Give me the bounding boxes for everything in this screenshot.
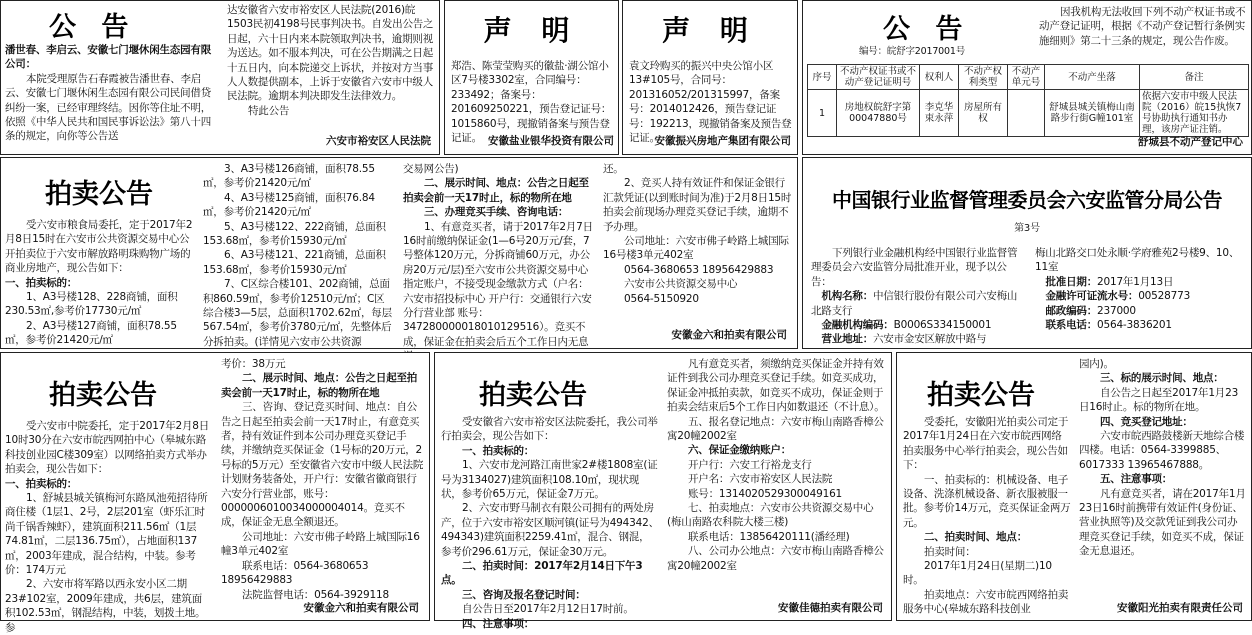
field-label: 营业地址： [821,333,873,346]
contact-address: 公司地址：六安市佛子岭路上城国际16幢3单元402室 [221,530,420,558]
notice-paragraph: 六安市皖西路鼓楼新天地综合楼四楼。电话：0564-3399885、6017333 13965467888。 [1079,430,1245,471]
notice-intro: 因我机构无法收回下列不动产权证书或不动产登记证明，根据《不动产登记暂行条例实施细则》第二十三条的规定，现公告作废。 [1039,6,1246,47]
field-address-cont: 梅山北路交口处永顺·学府雅苑2号楼9、10、11室 [1035,247,1240,274]
field-institution [811,289,1023,318]
notice-paragraph: 凡有意竞买者，请在2017年1月23日16时前携带有效证件(身份证、营业执照等)及交款凭证到我公司办理竞买登记手续，如竞买不成，保证金无息退还。 [1079,487,1246,558]
banking-regulator-notice [802,157,1252,349]
notice-paragraph: 本院受理原告石春霞被告潘世春、李启云、安徽七门堰休闲生态园有限公司民间借贷纠纷一案，已经审理终结。因你等住址不明，依照《中华人民共和国民事诉讼法》第八十四条的规定，向你等公告送 [5,72,211,143]
notice-signature: 舒城县不动产登记中心 [1138,136,1243,148]
notice-paragraph: 2017年1月24日(星期二)10时。 [903,560,1052,587]
statement-text: 郑浩、陈莹莹购买的徽盐·湖公馆小区7号楼3302室，合同编号：233492；备案号：201609250221，预告登记证号：1015860号，现撤销备案与预告登记证。 [451,60,612,145]
notice-paragraph: 考价：38万元 [221,358,286,370]
notice-heading: 七、拍卖地点：六安市公共资源交易中心(梅山南路农科院大楼三楼) [667,502,874,529]
notice-heading: 五、注意事项： [1100,473,1173,486]
contact-address: 公司地址：六安市佛子岭路上城国际16号楼3单元402室 [603,235,789,262]
notice-signature: 安徽佳德拍卖有限公司 [778,602,883,614]
notice-paragraph: 受安徽省六安市裕安区法院委托，我公司举行拍卖会，现公告如下： [441,416,658,443]
notice-heading: 三、办理竞买手续、咨询电话： [424,206,569,219]
notice-text-right [1035,246,1247,332]
bank-name: 开户行：六安工行裕龙支行 [688,458,812,471]
field-value: 2017年1月13日 [1097,275,1174,288]
notice-paragraph: 拍卖地点：六安市皖西网络拍卖服务中心(皋城东路科技创业 [903,588,1069,616]
notice-paragraph: 交易网公告) [403,163,459,175]
table-header-row [808,65,1249,90]
notice-paragraph: 受六安市粮食局委托，定于2017年2月8日15时在六安市公共资源交易中心公开拍卖位于六安市解放路明珠购物广场的商业房地产，现公告如下： [5,219,193,275]
notice-heading: 八、公司办公地点：六安市梅山南路香樟公寓20幢2002室 [667,545,884,572]
notice-text-col2 [667,357,887,573]
court-notice-box [0,0,440,155]
notice-paragraph: 达安徽省六安市裕安区人民法院(2016)皖1503民初4198号民事判决书。自发出公告之日起，六十日内来本院领取判决书，逾期则视为送达。如不服本判决，可在公告期满之日起十五日内，向本院递交上诉状，并按对方当事人人数提供副本，上诉于安徽省六安市中级人民法院。逾期本判决即发生法律效力。 [227,4,434,103]
statement-signature: 安徽振兴房地产集团有限公司 [654,135,791,147]
table-cell: 房地权皖舒字第00047880号 [837,90,920,137]
notice-addressee: 潘世春、李启云、安徽七门堰休闲生态园有限公司： [5,44,211,71]
notice-title: 公 告 [49,12,137,43]
notice-heading: 三、咨询及报名登记时间： [462,588,586,601]
field-label: 金融许可证流水号： [1045,290,1139,303]
notice-title: 拍卖公告 [479,380,587,411]
statement-title: 声 明 [483,14,580,47]
register-table [807,64,1249,137]
notice-number: 编号：皖舒字2017001号 [859,46,966,57]
notice-heading: 一、拍卖标的： [462,444,535,457]
field-address [811,332,1023,346]
field-label: 邮政编码： [1045,304,1097,317]
table-header-cell: 不动产权利类型 [959,65,1008,90]
notice-text-col1 [5,43,217,144]
notice-title: 拍卖公告 [927,380,1035,411]
notice-heading: 二、拍卖时间、地点： [924,531,1027,544]
table-row [808,90,1249,137]
notice-item: 7、C区综合楼101、202商铺，总面积860.59㎡，参考价12510元/㎡；C区综合楼3—5层，总面积1702.62㎡，每层567.54㎡，参考价3780元/㎡，先整体后分拆拍卖。(详情见六安市公共资源 [203,278,392,348]
notice-signature: 安徽阳光拍卖有限责任公司 [1117,602,1243,614]
table-cell: 李克华束永萍 [920,90,959,137]
notice-signature: 六安市裕安区人民法院 [326,135,431,147]
notice-item: 5、A3号楼122、222商铺，总面积153.68㎡，参考价15930元/㎡ [203,220,386,248]
notice-heading: 二、展示时间、地点：公告之日起至拍卖会前一天17时止，标的物所在地 [403,177,589,204]
table-header-cell: 备注 [1140,65,1249,90]
table-header-cell: 权利人 [920,65,959,90]
notice-text-left [811,246,1023,347]
statement-signature: 安徽盐业银华投资有限公司 [488,135,614,147]
account-number: 账号：1314020529300049161 [688,487,843,500]
table-cell: 依据六安市中级人民法院（2016）皖15执恢7号协助执行通知书办理，该房产证注销。 [1140,90,1249,137]
property-notice-box [802,0,1252,155]
notice-paragraph: 三、咨询、登记竞买时间、地点：自公告之日起至拍卖会前一天17时止，有意竞买者，持有效证件到本公司办理竞买登记手续，并缴纳竞买保证金（1号标的20万元，2号标的5万元）至安徽省六安市中级人民法院计划财务装备处，开户行：安徽省徽商银行六安分行营业部，账号：0000006010034000004014。竞买不成，保证金无息全额退还。 [221,401,424,529]
field-value: B0006S334150001 [893,319,992,332]
field-value: 0564-3836201 [1097,319,1172,332]
contact-phone: 0564-5150920 [624,292,699,305]
notice-item: 6、A3号楼121、221商铺，总面积153.68㎡，参考价15930元/㎡ [203,249,386,276]
notice-item: 2、六安市野马制衣有限公司拥有的两处房产，位于六安市裕安区顺河镇(证号为494342、494343)建筑面积2259.41㎡，混合、钢混，参考价296.61万元，保证金30万元。 [441,502,659,558]
statement-text: 袁文玲购买的振兴中央公馆小区13#105号，合同号：201316052/201315997，备案号：2014012426，预告登记证号：192213，现撤销备案及预告登记证。 [629,60,792,145]
notice-heading: 三、标的展示时间、地点： [1100,372,1224,385]
notice-heading: 二、展示时间、地点：公告之日起至拍卖会前一天17时止，标的物所在地 [221,372,418,399]
notice-closing: 特此公告 [248,104,290,117]
field-value: 237000 [1097,304,1136,317]
notice-item: 2、A3号楼127商铺，面积78.55㎡，参考价21420元/㎡ [5,319,177,347]
field-code [811,318,1023,332]
auction-notice-sunshine [896,352,1252,621]
statement-box-1 [444,0,619,155]
notice-paragraph: 自公告日至2017年2月12日17时前。 [462,603,634,616]
notice-heading: 六、保证金缴纳账户： [688,444,791,457]
notice-text-col3 [403,162,593,364]
notice-signature: 安徽金六和拍卖有限公司 [303,602,419,614]
notice-heading: 四、注意事项： [462,617,535,630]
table-header-cell: 不动产单元号 [1008,65,1045,90]
table-cell: 1 [808,90,837,137]
field-value: 中信银行股份有限公司六安梅山北路支行 [811,290,1018,317]
auction-notice-court [0,352,430,634]
notice-text-col2 [227,3,437,118]
notice-number: 第3号 [1014,223,1040,234]
notice-text-col1 [903,415,1071,617]
notice-item: 1、舒城县城关镇梅河东路凤池苑招待所商住楼（1层1、2号，2层201室（虾乐汇时尚千锅香辣虾），建筑面积211.56㎡（1层74.81㎡，二层136.75㎡），占地面积137㎡，2003年建成，混合结构，中装。参考价：174万元 [5,492,208,577]
field-postcode [1035,304,1247,318]
notice-title: 拍卖公告 [49,380,157,411]
table-header-cell: 序号 [808,65,837,90]
notice-item: 4、A3号楼125商铺，面积76.84㎡，参考价21420元/㎡ [203,191,375,219]
contact-org: 六安市公共资源交易中心 [624,278,738,291]
table-header-cell: 不动产坐落 [1045,65,1140,90]
notice-heading: 二、拍卖时间：2017年2月14日下午3点。 [441,560,643,587]
contact-phone: 联系电话：13856420111(潘经理) [688,530,850,543]
auction-notice-grain [0,157,798,349]
notice-paragraph: 园内)。 [1079,358,1114,370]
notice-text-col2 [203,162,393,349]
notice-item: 2、六安市将军路以西永安小区二期23#102室，2009年建成，共6层，建筑面积102.53㎡，钢混结构，中装，划拨土地。参 [5,578,206,634]
notice-text-col2 [1079,357,1247,559]
notice-heading: 一、拍卖标的： [5,477,78,490]
notice-item: 3、A3号楼126商铺，面积78.55㎡，参考价21420元/㎡ [203,163,375,190]
notice-paragraph: 还。 [603,163,624,175]
notice-paragraph: 2、竞买人持有效证件和保证金银行汇款凭证(以到账时间为准)于2月8日15时拍卖会前现场办理竞买登记手续，逾期不予办理。 [603,177,792,233]
statement-title: 声 明 [662,14,758,47]
notice-paragraph: 凡有意竞买者，须缴纳竞买保证金并持有效证件到我公司办理竞买登记手续。如竞买成功，保证金冲抵拍卖款，如竞买不成功，保证金则于拍卖会结束后5个工作日内如数退还（不计息）。 [667,358,885,414]
field-label: 机构名称： [821,290,873,303]
contact-phone: 法院监督电话：0564-3929118 [242,588,389,601]
notice-paragraph: 自公告之日起至2017年1月23日16时止。标的物所在地。 [1079,386,1239,414]
notice-paragraph: 1、有意竞买者，请于2017年2月7日16时前缴纳保证金(1—6号20万元/套，7号整体120万元，分拆商铺60万元，办公房20万元/层)至六安市公共资源交易中心指定账户，不接受现金缴款方式（户名：六安市招投标中心 开户行：交通银行六安分行营业部 账号：347280000018010129516）。竞买不成，保证金在拍卖会后五个工作日内无息 [403,220,593,348]
notice-title: 拍卖公告 [45,179,153,210]
notice-text-col4 [603,162,795,306]
auction-notice-yuan [434,352,892,630]
field-phone [1035,318,1247,332]
notice-intro: 下列银行业金融机构经中国银行业监督管理委员会六安监管分局批准开业，现予以公告： [811,247,1018,288]
notice-title: 公 告 [883,14,971,45]
notice-signature: 安徽金六和拍卖有限公司 [671,329,787,341]
account-name: 开户名：六安市裕安区人民法院 [688,473,833,486]
notice-paragraph: 受委托，安徽阳光拍卖公司定于2017年1月24日在六安市皖西网络拍卖服务中心举行拍卖会，现公告如下： [903,416,1069,472]
notice-heading: 四、竞买登记地址： [1100,415,1193,428]
table-cell: 房屋所有权 [959,90,1008,137]
notice-title: 中国银行业监督管理委员会六安监管分局公告 [832,188,1222,212]
notice-item: 1、六安市龙河路江南世家2#楼1808室(证号为3134027)建筑面积108.10㎡，现状现状，参考价65万元，保证金7万元。 [441,459,658,501]
notice-paragraph: 拍卖时间： [924,545,976,558]
table-header-cell: 不动产权证书或不动产登记证明号 [837,65,920,90]
field-label: 金融机构编码： [821,319,894,332]
field-license [1035,289,1247,303]
notice-paragraph: 受六安市中院委托，定于2017年2月8日10时30分在六安市皖西网拍中心（皋城东路科技创业园C楼309室）以网络拍卖方式举办拍卖会，现公告如下： [5,420,210,476]
notice-heading: 五、报名登记地点：六安市梅山南路香樟公寓20幢2002室 [667,415,884,443]
statement-box-2 [622,0,798,155]
field-value: 00528773 [1138,290,1191,303]
field-value: 六安市金安区解放中路与 [873,333,987,346]
notice-heading: 一、拍卖标的： [5,276,78,289]
field-label: 联系电话： [1045,319,1097,332]
table-cell [1008,90,1045,137]
notice-text-col1 [5,419,211,635]
field-date [1035,275,1247,289]
table-cell: 舒城县城关镇梅山南路步行街G幢101室 [1045,90,1140,137]
notice-text-col1 [5,218,195,348]
contact-phone: 0564-3680653 18956429883 [624,263,774,276]
field-label: 批准日期： [1045,275,1097,288]
notice-text-col2 [221,357,425,602]
notice-item: 1、A3号楼128、228商铺，面积230.53㎡,参考价17730元/㎡ [5,291,178,318]
notice-item: 一、拍卖标的：机械设备、电子设备、洗涤机械设备、新衣服被服一批。参考价14万元，竞买保证金两万元。 [903,473,1071,529]
notice-text-col1 [441,415,659,631]
contact-phone: 联系电话：0564-3680653 18956429883 [221,559,369,587]
